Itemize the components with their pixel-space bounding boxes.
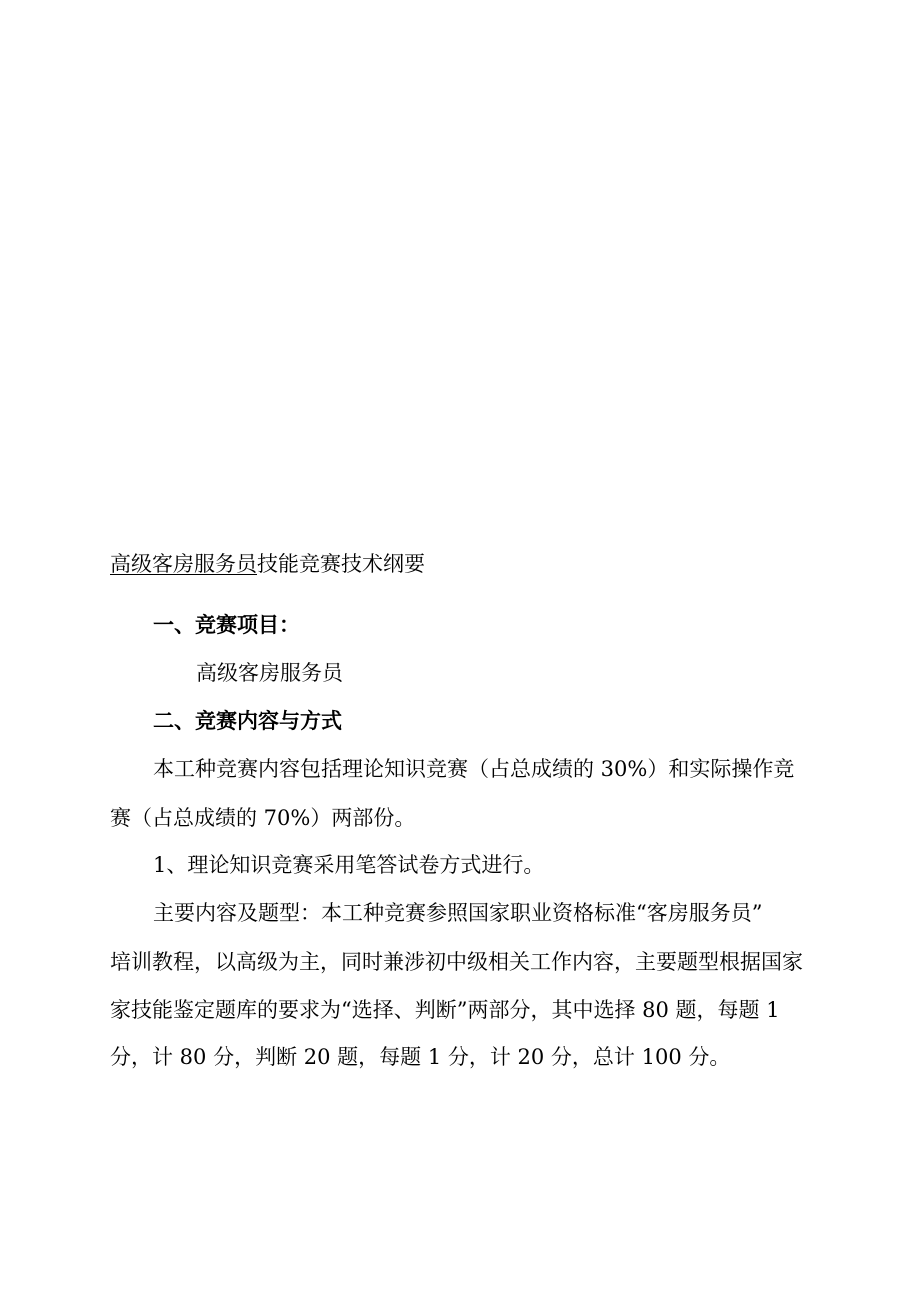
section1-heading: 一、竞赛项目： xyxy=(153,612,300,637)
section1-item: 高级客房服务员 xyxy=(196,661,343,685)
para2-line3: 家技能鉴定题库的要求为“选择、判断”两部分，其中选择 80 题，每题 1 xyxy=(110,998,780,1022)
para1-line1: 本工种竞赛内容包括理论知识竞赛（占总成绩的 30%）和实际操作竞 xyxy=(153,757,795,781)
document-title-rest: 技能竞赛技术纲要 xyxy=(257,552,425,576)
para1-line2: 赛（占总成绩的 70%）两部份。 xyxy=(110,806,416,830)
para2-line2: 培训教程，以高级为主，同时兼涉初中级相关工作内容，主要题型根据国家 xyxy=(110,950,803,974)
para2-line1: 主要内容及题型：本工种竞赛参照国家职业资格标准“客房服务员” xyxy=(153,901,763,925)
document-title xyxy=(110,551,425,577)
section2-heading: 二、竞赛内容与方式 xyxy=(153,708,342,733)
document-title-underlined: 高级客房服务员 xyxy=(110,552,257,576)
para2-line4: 分，计 80 分，判断 20 题，每题 1 分，计 20 分，总计 100 分。 xyxy=(110,1045,731,1069)
point1: 1、理论知识竞赛采用笔答试卷方式进行。 xyxy=(153,853,545,877)
